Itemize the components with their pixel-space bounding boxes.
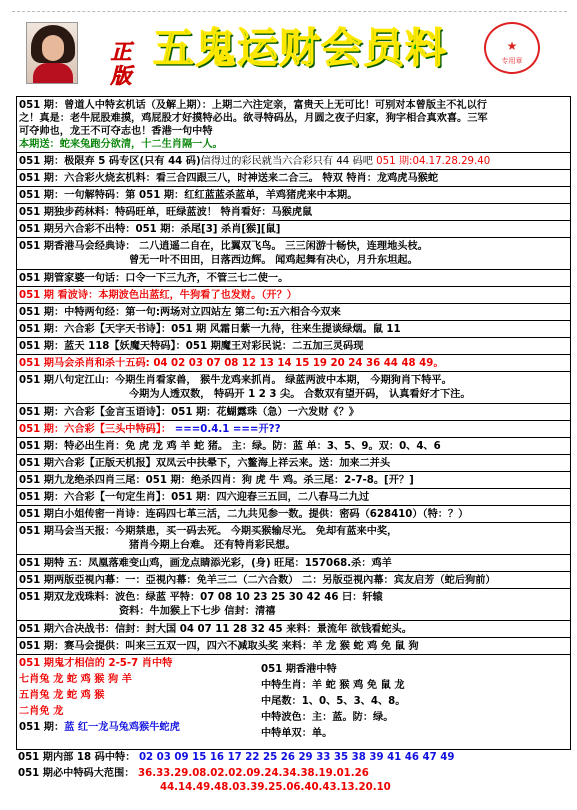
- row-daily-report-2: 猪肖今期上台难。 还有特肖彩民想。: [129, 540, 296, 551]
- row-twin-dragon-2: 资料：牛加猴上下七步 信封：清禧: [119, 606, 276, 617]
- row-kill-5-codes: 051 期：极限弃 5 码专区(只有 44 码)信得过的彩民就当六合彩只有 44 码吧 051 期:04.17.28.29.40: [19, 156, 491, 167]
- row-decisive-battle: 051 期六合决战书：信封：封大国 04 07 11 28 32 45 来料：景流年 欲钱看蛇头。: [19, 624, 412, 635]
- row-nine-dragon: 051 期九龙绝杀四肖三尾：051 期：绝杀四肖：狗 虎 牛 鸡。杀三尾：2-7-8。[开？]: [19, 475, 414, 486]
- row-atv-inside: 051 期两版亞視內幕：一：亞視內幕：免羊三二（二六合数） 二：另版亞視內幕：宾友启芳（蛇后狗前）: [19, 575, 496, 586]
- star-icon: ★: [506, 39, 518, 53]
- row-blue-sky: 051 期：蓝天 118【妖魔天特码】：051 期魔王对彩民说：二五加三灵码现: [19, 341, 364, 352]
- row-poem-2: 曾无一叶不田田，日落西边辉。 闻鸡起舞有决心，月升东坦起。: [129, 255, 418, 266]
- row-inside-18: 051 期内部 18 码中特： 02 03 09 15 16 17 22 25 26 29 33 35 38 39 41 46 47 49: [18, 752, 455, 763]
- row-jockey-club: 051 期：赛马会提供：叫来三五双一四，四六不减取头奖 来料：羊 龙 猴 蛇 鸡 免 鼠 狗: [19, 641, 419, 652]
- row-eight-sentences-1: 051 期八句定江山：今期生肖看家兽， 猴牛龙鸡来抓肖。 绿蓝两波中本期， 今期狗肖下特平。: [19, 375, 452, 386]
- row-daily-report-1: 051 期马会当天报：今期禁患，买一码去死。 今期买猴输尽光。 免却有蓝来中奖，: [19, 526, 398, 537]
- row-three-heads: 051 期：六合彩【三头中特码】： ===0.4.1 ===开??: [19, 424, 281, 435]
- row-poem-1: 051 期香港马会经典诗： 二八逍遥二自在，比翼双飞鸟。 三三闲游十畅快，连理地头枝。: [19, 241, 428, 252]
- row-two-sentences: 051 期：中特两句经：第一句:两场对立四站左 第二句:五六相合今双来: [19, 307, 341, 318]
- row-wave-poem: 051 期 看波诗：本期波色出蓝红，牛狗看了也发财。（开？）: [19, 290, 297, 301]
- hk-title: 051 期香港中特: [261, 664, 337, 675]
- hk-tail: 中尾数：1、0、5、3、4、8。: [261, 696, 406, 707]
- row-ghost-title: 051 期鬼才相信的 2-5-7 肖中特: [19, 658, 173, 669]
- row-heaven-book: 051 期：六合彩【天字天书诗】：051 期 风霜日紫一九待，往来生提谈绿烟。鼠 11: [19, 324, 401, 335]
- row-one-sentence: 051 期：一句解特码：第 051 期：红红蓝蓝杀蓝单，羊鸡猪虎来中本期。: [19, 190, 358, 201]
- footer-slogan: [150, 772, 410, 804]
- row-eight-sentences-2: 今期为人透双数， 特码开 1 2 3 尖。 合数双有望开码， 认真看好才下注。: [129, 389, 471, 400]
- row-big-range: 051 期必中特码大范围： 36.33.29.08.02.02.09.24.34.38.19.01.26: [18, 768, 369, 779]
- host-photo: [26, 22, 78, 84]
- row-must-zodiac: 051 期：特必出生肖：免 虎 龙 鸡 羊 蛇 猪。 主：绿。防：蓝 单：3、5、9。双：0、4、6: [19, 441, 441, 452]
- row-riddle-4: 本期送：蛇来兔跑分欲清，十二生肖隔一人。: [19, 139, 223, 150]
- row-white-lady: 051 期白小姐传密一肖诗：连码四七革三活，二九共见参一数。提供：密码（628410）（特：？）: [19, 509, 469, 520]
- row-dubu: 051 期独步药林料：特码旺单，旺绿蓝波！ 特肖看好：马猴虎鼠: [19, 207, 313, 218]
- row-twin-dragon-1: 051 期双龙戏珠料：波色：绿蓝 平特：07 08 10 23 25 30 42 46 曰：轩辕: [19, 592, 383, 603]
- seal-stamp: [484, 22, 540, 74]
- row-kill-15: 051 期马会杀肖和杀十五码: 04 02 03 07 08 12 13 14 15 19 20 24 36 44 48 49。: [19, 358, 444, 369]
- page-title: 五鬼运财会员料: [153, 24, 447, 72]
- row-riddle-2: 之！真是：老牛屁股难摸，鸡屁股才好摸特必出。欲寻特码丛，月圆之夜子归家，狗字相合真欢喜。三军: [19, 113, 488, 124]
- row-color-zodiacs: 051 期：蓝 红一龙马兔鸡猴牛蛇虎: [19, 722, 180, 733]
- row-five-zodiacs: 五肖兔 龙 蛇 鸡 猴: [19, 690, 105, 701]
- row-seven-zodiacs: 七肖兔 龙 蛇 鸡 猴 狗 羊: [19, 674, 132, 685]
- row-fire-riddle: 051 期：六合彩火烧玄机料：看三合四跟三八，时神送来二合三。 特双 特肖：龙鸡虎马猴蛇: [19, 173, 439, 184]
- row-golden-words: 051 期：六合彩【金言玉语诗】：051 期：花蝴露珠（急）一六发财《？》: [19, 407, 359, 418]
- content-table: [16, 96, 571, 750]
- top-strip: [12, 2, 567, 12]
- row-special-five: 051 期特 五：凤凰落难变山鸡，画龙点睛添光彩，(身) 旺尾：157068.杀：鸡羊: [19, 558, 392, 569]
- row-big-range-2: 44.14.49.48.03.39.25.06.40.43.13.20.10: [160, 782, 391, 793]
- row-housekeeper: 051 期管家婆一句话：口令一下三九齐，不管三七二使一。: [19, 273, 289, 284]
- row-riddle-3: 可夺帅也，龙王不可夺志也！香港一句中特: [19, 126, 213, 137]
- row-riddle-1: 051 期：曾道人中特玄机话（及解上期）：上期二六注定亲，富贵天上无可比！可别对本曾版主不礼以行: [19, 100, 487, 111]
- page-header: [0, 0, 577, 98]
- row-tianji: 051 期六合彩【正版天机报】双凤云中扶晕下，六鳌海上祥云来。送：加来二并头: [19, 458, 391, 469]
- row-two-zodiacs: 二肖免 龙: [19, 706, 64, 717]
- row-no-special: 051 期另六合彩不出特：051 期：杀尾[3] 杀肖[猴][鼠]: [19, 224, 281, 235]
- seal-caption: 专用章: [501, 57, 523, 65]
- hk-zodiac: 中特生肖：羊 蛇 猴 鸡 免 鼠 龙: [261, 680, 405, 691]
- row-one-zodiac: 051 期：六合彩【一句定生肖】：051 期：四六迎春三五回，二八春马二九过: [19, 492, 370, 503]
- edition-badge: 正版: [110, 40, 132, 88]
- hk-wave: 中特波色：主：蓝。防：绿。: [261, 712, 394, 723]
- hk-odd-even: 中特单双：单。: [261, 728, 333, 739]
